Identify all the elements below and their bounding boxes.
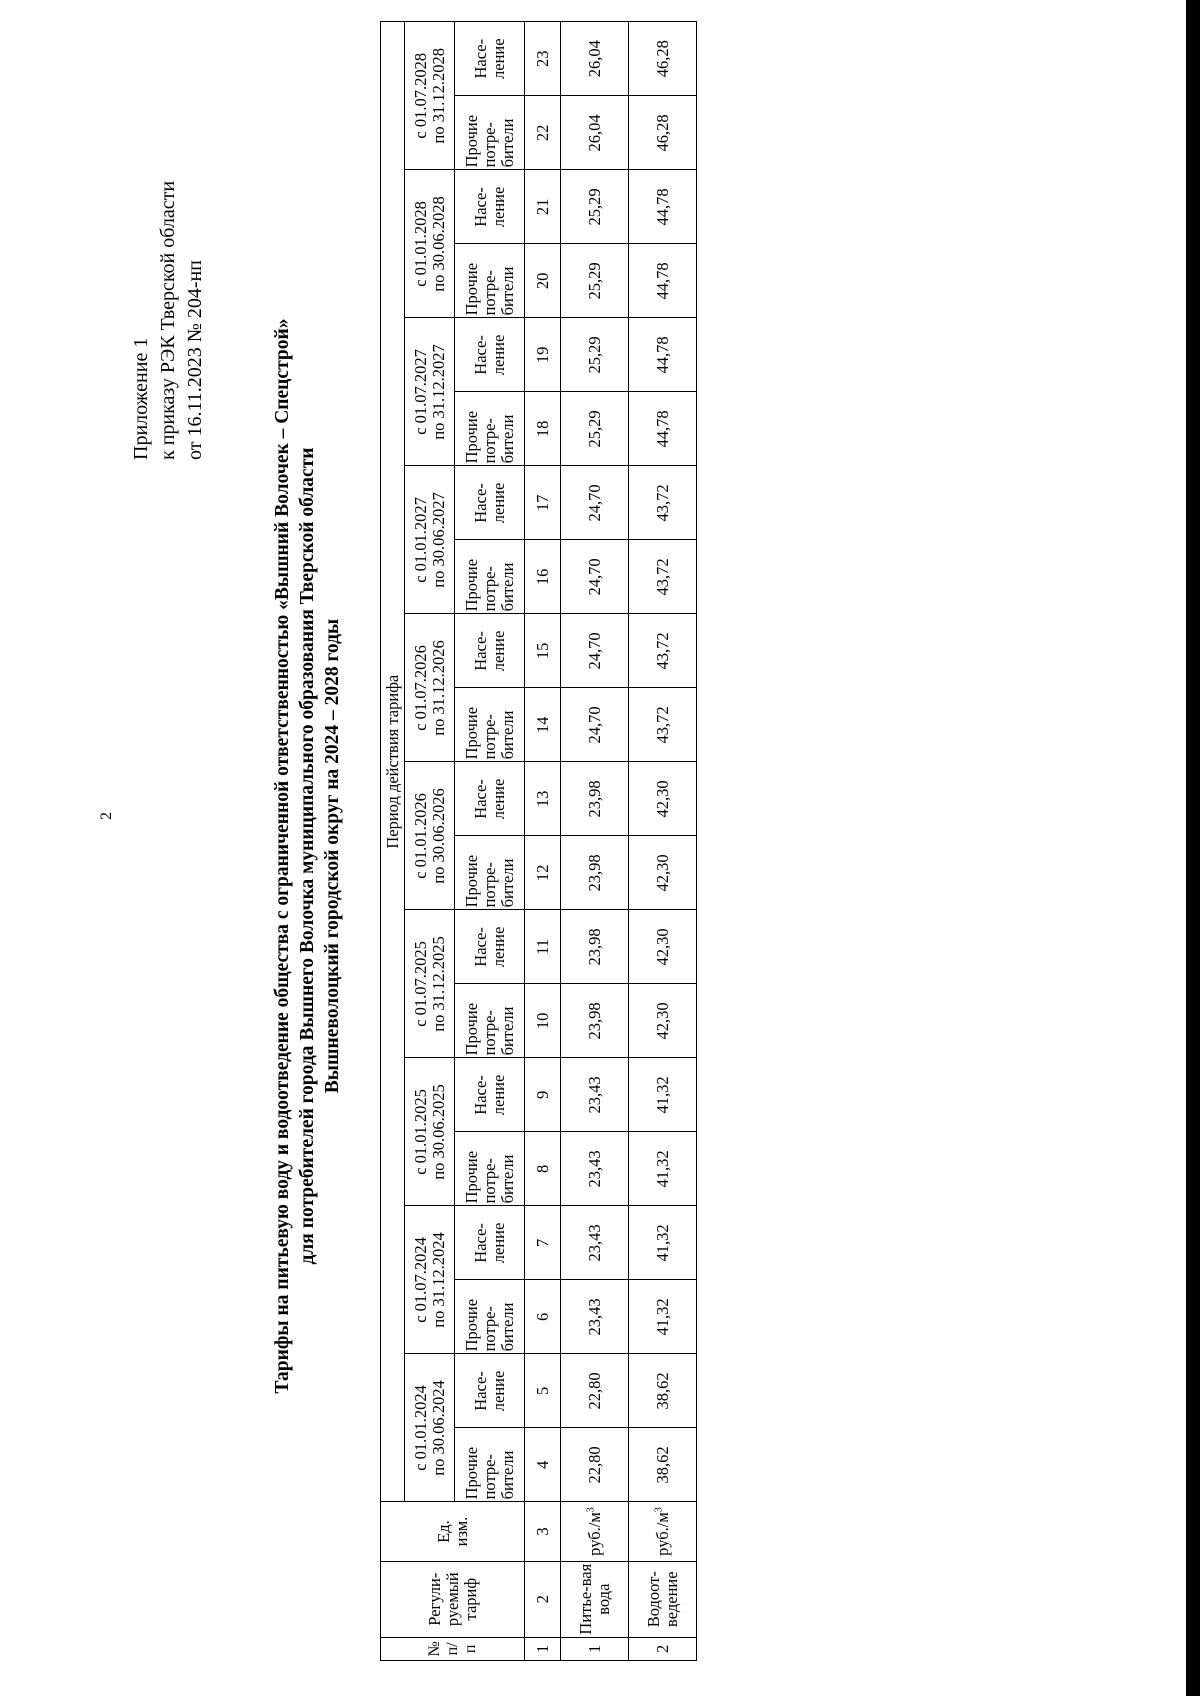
column-index: 9 (525, 1058, 561, 1132)
period-cell (405, 318, 455, 466)
subheader-population: Насе-ление (455, 318, 525, 392)
subheader-other: Прочие потре-бители (455, 392, 525, 466)
subheader-other: Прочие потре-бители (455, 984, 525, 1058)
subheader-population: Насе-ление (455, 170, 525, 244)
period-from: с 01.07.2026 (410, 645, 430, 731)
column-index: 17 (525, 466, 561, 540)
period-to: по 31.12.2026 (428, 640, 448, 736)
row-unit-text: руб./м (652, 1512, 672, 1556)
title-line-2: для потребителей города Вышнего Волочка муниципального образования Тверской области (297, 447, 318, 1265)
header-unit: Ед. изм. (381, 1502, 525, 1561)
tariff-value: 23,98 (561, 910, 629, 984)
period-cell (405, 1058, 455, 1206)
column-index: 13 (525, 762, 561, 836)
tariff-value: 41,32 (629, 1280, 697, 1354)
tariff-value: 23,43 (561, 1132, 629, 1206)
consumer-subheader-row (455, 22, 525, 1661)
row-unit-text: руб./м (584, 1512, 604, 1556)
tariff-value: 43,72 (629, 688, 697, 762)
period-from: с 01.07.2028 (410, 52, 430, 139)
column-index: 12 (525, 836, 561, 910)
period-from: с 01.01.2026 (410, 793, 430, 879)
column-index: 5 (525, 1354, 561, 1428)
period-to: по 31.12.2025 (428, 936, 448, 1032)
subheader-population: Насе-ление (455, 466, 525, 540)
tariff-value: 42,30 (629, 762, 697, 836)
period-cell (405, 1206, 455, 1354)
page-number: 2 (98, 812, 115, 820)
table-row (629, 22, 697, 1661)
tariff-value: 23,98 (561, 836, 629, 910)
tariff-value: 44,78 (629, 318, 697, 392)
tariff-value: 42,30 (629, 984, 697, 1058)
tariff-value: 23,43 (561, 1058, 629, 1132)
period-cell (405, 22, 455, 170)
period-cell (405, 1354, 455, 1502)
subheader-other: Прочие потре-бители (455, 688, 525, 762)
tariff-value: 43,72 (629, 540, 697, 614)
tariff-value: 25,29 (561, 170, 629, 244)
column-index: 6 (525, 1280, 561, 1354)
tariff-value: 23,43 (561, 1280, 629, 1354)
period-cell (405, 762, 455, 910)
appendix-line-3: от 16.11.2023 № 204-нп (184, 260, 206, 460)
tariff-value: 41,32 (629, 1132, 697, 1206)
period-header-row (381, 22, 405, 1661)
period-to: по 31.12.2028 (428, 47, 448, 144)
tariff-value: 38,62 (629, 1354, 697, 1428)
tariff-value: 24,70 (561, 466, 629, 540)
table-row (561, 22, 629, 1661)
column-index: 4 (525, 1428, 561, 1502)
tariff-value: 41,32 (629, 1206, 697, 1280)
column-index: 11 (525, 910, 561, 984)
column-index: 1 (525, 1637, 561, 1660)
tariff-value: 42,30 (629, 836, 697, 910)
period-from: с 01.07.2024 (410, 1237, 430, 1323)
appendix-block (128, 181, 209, 460)
period-dates-row (405, 22, 455, 1661)
row-unit-sup: 3 (653, 1507, 664, 1513)
column-index: 19 (525, 318, 561, 392)
column-index: 8 (525, 1132, 561, 1206)
period-to: по 30.06.2024 (428, 1380, 448, 1476)
tariff-table (380, 21, 697, 1661)
header-period: Период действия тарифа (381, 22, 405, 1502)
row-name: Водоот-ведение (629, 1561, 697, 1637)
column-index: 2 (525, 1561, 561, 1637)
subheader-other: Прочие потре-бители (455, 244, 525, 318)
period-cell (405, 466, 455, 614)
appendix-line-2: к приказу РЭК Тверской области (157, 180, 179, 460)
subheader-population: Насе-ление (455, 1206, 525, 1280)
column-index: 18 (525, 392, 561, 466)
period-to: по 30.06.2026 (428, 788, 448, 884)
tariff-value: 41,32 (629, 1058, 697, 1132)
row-no: 2 (629, 1637, 697, 1660)
tariff-value: 23,98 (561, 762, 629, 836)
period-cell (405, 170, 455, 318)
period-from: с 01.01.2024 (410, 1385, 430, 1471)
period-from: с 01.07.2027 (410, 349, 430, 435)
column-index: 20 (525, 244, 561, 318)
tariff-value: 26,04 (561, 22, 629, 96)
period-to: по 30.06.2025 (428, 1084, 448, 1180)
header-no: № п/п (381, 1637, 525, 1660)
subheader-other: Прочие потре-бители (455, 836, 525, 910)
period-from: с 01.01.2027 (410, 497, 430, 583)
tariff-value: 44,78 (629, 392, 697, 466)
tariff-value: 38,62 (629, 1428, 697, 1502)
column-index: 14 (525, 688, 561, 762)
subheader-other: Прочие потре-бители (455, 1280, 525, 1354)
period-from: с 01.01.2028 (410, 201, 430, 287)
tariff-value: 22,80 (561, 1354, 629, 1428)
tariff-value: 24,70 (561, 540, 629, 614)
period-cell (405, 910, 455, 1058)
tariff-value: 44,78 (629, 244, 697, 318)
tariff-value: 46,28 (629, 96, 697, 170)
row-unit (629, 1502, 697, 1561)
column-index: 3 (525, 1502, 561, 1561)
appendix-line-1: Приложение 1 (130, 337, 152, 460)
subheader-population: Насе-ление (455, 762, 525, 836)
title-line-3: Вышневолоцкий городской округ на 2024 – 2028 годы (322, 618, 343, 1094)
tariff-value: 24,70 (561, 688, 629, 762)
tariff-value: 23,43 (561, 1206, 629, 1280)
period-from: с 01.07.2025 (410, 941, 430, 1027)
period-to: по 31.12.2024 (428, 1232, 448, 1328)
subheader-population: Насе-ление (455, 22, 525, 96)
tariff-value: 25,29 (561, 318, 629, 392)
tariff-value: 46,28 (629, 22, 697, 96)
period-to: по 30.06.2028 (428, 196, 448, 292)
tariff-value: 25,29 (561, 392, 629, 466)
column-index: 16 (525, 540, 561, 614)
tariff-value: 25,29 (561, 244, 629, 318)
tariff-value: 42,30 (629, 910, 697, 984)
subheader-population: Насе-ление (455, 1058, 525, 1132)
subheader-population: Насе-ление (455, 910, 525, 984)
title-line-1: Тарифы на питьевую воду и водоотведение общества с ограниченной ответственностью «Вышний Волочек – Спецстрой» (272, 318, 293, 1394)
subheader-other: Прочие потре-бители (455, 1428, 525, 1502)
tariff-value: 23,98 (561, 984, 629, 1058)
column-index: 21 (525, 170, 561, 244)
subheader-population: Насе-ление (455, 1354, 525, 1428)
subheader-population: Насе-ление (455, 614, 525, 688)
document-title (270, 56, 345, 1656)
subheader-other: Прочие потре-бители (455, 1132, 525, 1206)
period-to: по 31.12.2027 (428, 344, 448, 440)
column-index: 15 (525, 614, 561, 688)
tariff-value: 22,80 (561, 1428, 629, 1502)
tariff-value: 43,72 (629, 614, 697, 688)
column-index: 23 (525, 22, 561, 96)
tariff-value: 43,72 (629, 466, 697, 540)
row-unit (561, 1502, 629, 1561)
column-index: 22 (525, 96, 561, 170)
subheader-other: Прочие потре-бители (455, 96, 525, 170)
column-index: 7 (525, 1206, 561, 1280)
period-from: с 01.01.2025 (410, 1089, 430, 1175)
tariff-value: 24,70 (561, 614, 629, 688)
tariff-value: 44,78 (629, 170, 697, 244)
period-to: по 30.06.2027 (428, 492, 448, 588)
tariff-table-body (381, 22, 697, 1661)
tariff-value: 26,04 (561, 96, 629, 170)
row-name: Питье-вая вода (561, 1561, 629, 1637)
column-index-row (525, 22, 561, 1661)
period-cell (405, 614, 455, 762)
subheader-other: Прочие потре-бители (455, 540, 525, 614)
header-tariff: Регули-руемый тариф (381, 1561, 525, 1637)
column-index: 10 (525, 984, 561, 1058)
row-no: 1 (561, 1637, 629, 1660)
row-unit-sup: 3 (585, 1507, 596, 1513)
